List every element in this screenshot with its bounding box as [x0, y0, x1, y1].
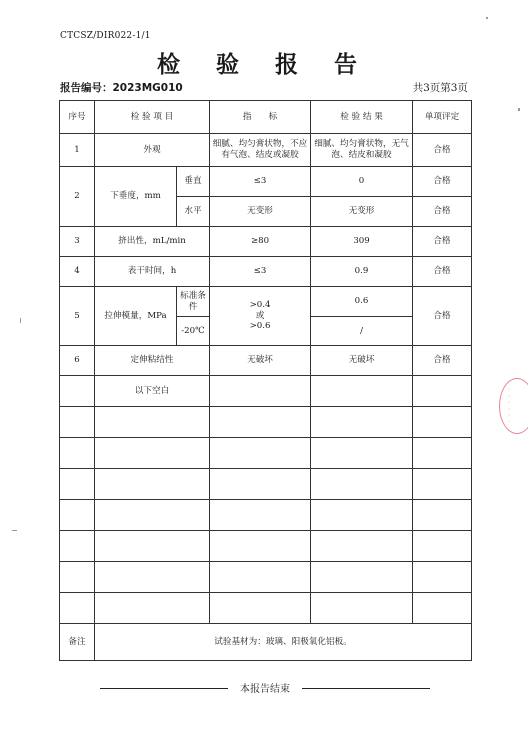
row-result: 细腻、均匀膏状物，无气泡、结皮和凝胶: [311, 134, 413, 167]
row-result: 0.9: [311, 257, 413, 287]
table-row: [60, 134, 472, 167]
row-judgement: 合格: [413, 227, 472, 257]
row-judgement: 合格: [413, 167, 472, 197]
header-result: 检 验 结 果: [311, 101, 413, 134]
scan-speck: [518, 108, 520, 111]
table-row: [60, 227, 472, 257]
row-spec: ≥80: [210, 227, 311, 257]
row-judgement: 合格: [413, 134, 472, 167]
row-item: 外观: [95, 134, 210, 167]
row-seq: 6: [60, 346, 95, 376]
divider-line: [302, 688, 430, 689]
empty-row: [60, 531, 472, 562]
empty-row: [60, 438, 472, 469]
empty-row: [60, 469, 472, 500]
row-seq: 1: [60, 134, 95, 167]
header-judgement: 单项评定: [413, 101, 472, 134]
scan-speck: [12, 530, 17, 531]
row-subitem: 垂直: [177, 167, 210, 197]
report-end-text: 本报告结束: [240, 684, 290, 695]
official-seal: [499, 378, 528, 434]
row-seq: 2: [60, 167, 95, 227]
note-label: 备注: [60, 624, 95, 661]
table-row: [60, 346, 472, 376]
row-item: 拉伸模量，MPa: [95, 287, 177, 346]
row-spec: ≤3: [210, 167, 311, 197]
report-end-marker: [100, 680, 430, 696]
blank-note: 以下空白: [95, 376, 210, 407]
row-result: 无破坏: [311, 346, 413, 376]
row-seq: 4: [60, 257, 95, 287]
header-seq: 序号: [60, 101, 95, 134]
row-spec: 细腻、均匀膏状物，不应有气泡、结皮或凝胶: [210, 134, 311, 167]
note-row: [60, 624, 472, 661]
seal-mark: ◦◦◦◦◦◦: [506, 387, 512, 426]
row-spec: 无破坏: [210, 346, 311, 376]
note-text: 试验基材为：玻璃、阳极氧化铝板。: [95, 624, 472, 661]
table-row: [60, 257, 472, 287]
row-spec: [210, 287, 311, 346]
table-row: [60, 376, 472, 407]
row-seq: 5: [60, 287, 95, 346]
row-judgement: 合格: [413, 287, 472, 346]
inspection-table: [59, 100, 472, 661]
row-result: /: [311, 317, 413, 346]
row-result: 无变形: [311, 197, 413, 227]
row-item: 下垂度，mm: [95, 167, 177, 227]
report-number: 报告编号：2023MG010: [60, 82, 183, 94]
document-code: CTCSZ/DIR022-1/1: [60, 31, 151, 41]
header-item: 检 验 项 目: [95, 101, 210, 134]
row-spec: 无变形: [210, 197, 311, 227]
spec-line: 或: [255, 310, 265, 321]
row-item: 定伸粘结性: [95, 346, 210, 376]
empty-row: [60, 407, 472, 438]
row-result: 0: [311, 167, 413, 197]
row-judgement: 合格: [413, 257, 472, 287]
page-info: 共3页第3页: [412, 82, 468, 94]
row-seq: 3: [60, 227, 95, 257]
spec-line: >0.6: [249, 321, 271, 332]
row-spec: ≤3: [210, 257, 311, 287]
row-item: 表干时间，h: [95, 257, 210, 287]
empty-row: [60, 500, 472, 531]
row-subitem: -20℃: [177, 317, 210, 346]
empty-row: [60, 593, 472, 624]
spec-line: >0.4: [249, 299, 271, 310]
row-judgement: 合格: [413, 197, 472, 227]
empty-row: [60, 562, 472, 593]
table-row: [60, 167, 472, 197]
scan-speck: [486, 17, 488, 19]
table-header-row: [60, 101, 472, 134]
row-result: 0.6: [311, 287, 413, 317]
row-item: 挤出性，mL/min: [95, 227, 210, 257]
header-spec: 指 标: [210, 101, 311, 134]
row-judgement: 合格: [413, 346, 472, 376]
table-row: [60, 287, 472, 317]
row-subitem: 标准条件: [177, 287, 210, 317]
row-result: 309: [311, 227, 413, 257]
scan-speck: [20, 318, 21, 323]
report-title: 检 验 报 告: [156, 52, 372, 78]
row-subitem: 水平: [177, 197, 210, 227]
